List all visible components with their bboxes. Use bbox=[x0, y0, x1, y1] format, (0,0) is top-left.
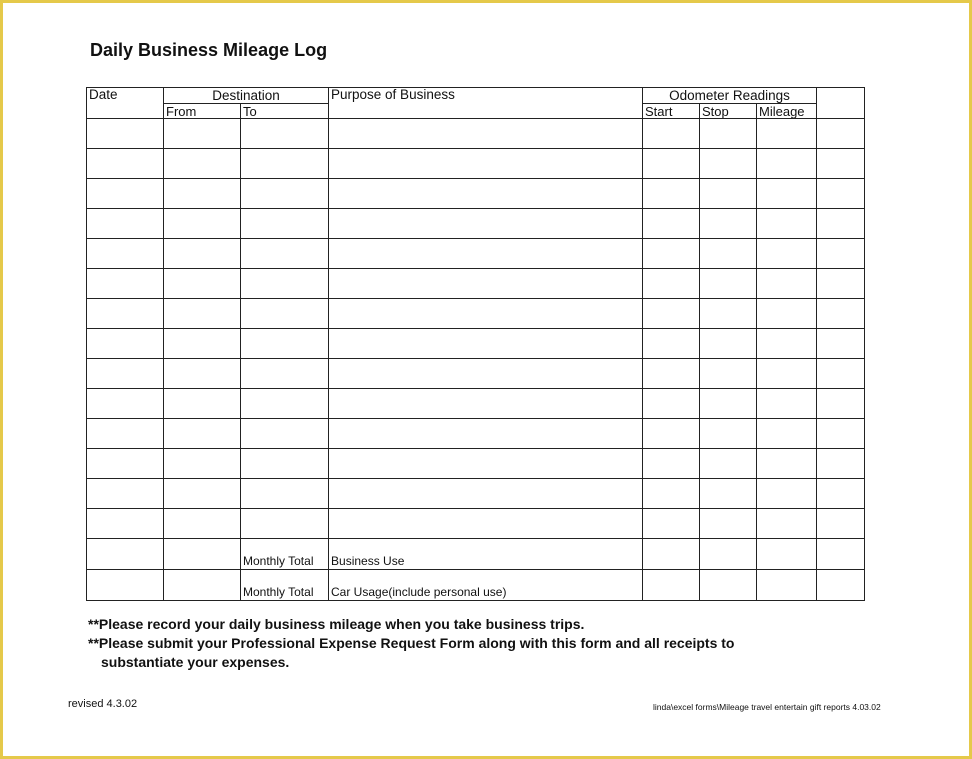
from-cell[interactable] bbox=[164, 209, 241, 239]
date-cell[interactable] bbox=[87, 419, 164, 449]
revised-date: revised 4.3.02 bbox=[68, 698, 138, 710]
from-cell[interactable] bbox=[164, 239, 241, 269]
extra-cell[interactable] bbox=[817, 479, 865, 509]
mileage-cell[interactable] bbox=[757, 479, 817, 509]
extra-cell[interactable] bbox=[817, 359, 865, 389]
from-cell[interactable] bbox=[164, 359, 241, 389]
date-cell[interactable] bbox=[87, 119, 164, 149]
stop-cell[interactable] bbox=[700, 209, 757, 239]
mileage-cell[interactable] bbox=[757, 449, 817, 479]
date-cell[interactable] bbox=[87, 479, 164, 509]
date-cell[interactable] bbox=[87, 509, 164, 539]
extra-cell[interactable] bbox=[817, 419, 865, 449]
purpose-cell[interactable] bbox=[329, 359, 643, 389]
from-cell[interactable] bbox=[164, 269, 241, 299]
date-cell[interactable] bbox=[87, 269, 164, 299]
to-cell[interactable] bbox=[241, 119, 329, 149]
summary-row bbox=[87, 570, 865, 601]
stop-cell[interactable] bbox=[700, 479, 757, 509]
purpose-cell[interactable] bbox=[329, 419, 643, 449]
start-cell[interactable] bbox=[643, 419, 700, 449]
mileage-cell[interactable] bbox=[757, 269, 817, 299]
purpose-cell[interactable] bbox=[329, 479, 643, 509]
header-to: To bbox=[241, 104, 329, 119]
date-cell[interactable] bbox=[87, 179, 164, 209]
purpose-cell[interactable] bbox=[329, 239, 643, 269]
file-path: linda\excel forms\Mileage travel entertain gift reports 4.03.02 bbox=[653, 702, 881, 712]
extra-cell[interactable] bbox=[817, 299, 865, 329]
mileage-cell[interactable] bbox=[757, 239, 817, 269]
note-line-2: **Please submit your Professional Expense Request Form along with this form and all receipts to bbox=[88, 635, 735, 651]
from-cell[interactable] bbox=[164, 479, 241, 509]
stop-cell[interactable] bbox=[700, 539, 757, 570]
date-cell[interactable] bbox=[87, 449, 164, 479]
from-cell[interactable] bbox=[164, 570, 241, 601]
from-cell[interactable] bbox=[164, 119, 241, 149]
date-cell[interactable] bbox=[87, 239, 164, 269]
table-row bbox=[87, 479, 865, 509]
extra-cell[interactable] bbox=[817, 539, 865, 570]
stop-cell[interactable] bbox=[700, 119, 757, 149]
extra-cell[interactable] bbox=[817, 509, 865, 539]
to-cell: Monthly Total bbox=[241, 539, 329, 570]
table-row bbox=[87, 299, 865, 329]
extra-cell[interactable] bbox=[817, 209, 865, 239]
to-cell[interactable] bbox=[241, 179, 329, 209]
extra-cell[interactable] bbox=[817, 570, 865, 601]
mileage-cell[interactable] bbox=[757, 329, 817, 359]
purpose-cell[interactable] bbox=[329, 389, 643, 419]
extra-cell[interactable] bbox=[817, 389, 865, 419]
header-extra-bottom bbox=[817, 104, 865, 119]
from-cell[interactable] bbox=[164, 149, 241, 179]
date-cell[interactable] bbox=[87, 359, 164, 389]
mileage-cell[interactable] bbox=[757, 419, 817, 449]
header-date: Date bbox=[87, 88, 164, 119]
summary-row bbox=[87, 539, 865, 570]
purpose-cell: Business Use bbox=[329, 539, 643, 570]
purpose-cell[interactable] bbox=[329, 509, 643, 539]
notes bbox=[88, 615, 735, 672]
header-extra-top bbox=[817, 88, 865, 104]
extra-cell[interactable] bbox=[817, 119, 865, 149]
stop-cell[interactable] bbox=[700, 419, 757, 449]
table-row bbox=[87, 119, 865, 149]
stop-cell[interactable] bbox=[700, 269, 757, 299]
mileage-cell[interactable] bbox=[757, 299, 817, 329]
mileage-cell[interactable] bbox=[757, 570, 817, 601]
start-cell[interactable] bbox=[643, 329, 700, 359]
extra-cell[interactable] bbox=[817, 149, 865, 179]
start-cell[interactable] bbox=[643, 570, 700, 601]
purpose-cell[interactable] bbox=[329, 269, 643, 299]
to-cell[interactable] bbox=[241, 329, 329, 359]
to-cell[interactable] bbox=[241, 299, 329, 329]
purpose-cell[interactable] bbox=[329, 299, 643, 329]
stop-cell[interactable] bbox=[700, 299, 757, 329]
table-row bbox=[87, 209, 865, 239]
start-cell[interactable] bbox=[643, 209, 700, 239]
header-destination: Destination bbox=[164, 88, 329, 104]
stop-cell[interactable] bbox=[700, 359, 757, 389]
from-cell[interactable] bbox=[164, 449, 241, 479]
start-cell[interactable] bbox=[643, 119, 700, 149]
mileage-log-table bbox=[86, 87, 865, 601]
table-row bbox=[87, 449, 865, 479]
date-cell[interactable] bbox=[87, 209, 164, 239]
from-cell[interactable] bbox=[164, 299, 241, 329]
purpose-cell: Car Usage(include personal use) bbox=[329, 570, 643, 601]
header-row-1 bbox=[87, 88, 865, 104]
to-cell[interactable] bbox=[241, 239, 329, 269]
start-cell[interactable] bbox=[643, 299, 700, 329]
table-row bbox=[87, 389, 865, 419]
to-cell[interactable] bbox=[241, 449, 329, 479]
from-cell[interactable] bbox=[164, 419, 241, 449]
purpose-cell[interactable] bbox=[329, 449, 643, 479]
stop-cell[interactable] bbox=[700, 570, 757, 601]
extra-cell[interactable] bbox=[817, 239, 865, 269]
table-row bbox=[87, 509, 865, 539]
table-row bbox=[87, 329, 865, 359]
to-cell[interactable] bbox=[241, 269, 329, 299]
table-row bbox=[87, 359, 865, 389]
header-from: From bbox=[164, 104, 241, 119]
from-cell[interactable] bbox=[164, 179, 241, 209]
start-cell[interactable] bbox=[643, 269, 700, 299]
header-start: Start bbox=[643, 104, 700, 119]
from-cell[interactable] bbox=[164, 389, 241, 419]
to-cell[interactable] bbox=[241, 389, 329, 419]
to-cell[interactable] bbox=[241, 479, 329, 509]
mileage-cell[interactable] bbox=[757, 359, 817, 389]
table-row bbox=[87, 419, 865, 449]
date-cell[interactable] bbox=[87, 149, 164, 179]
mileage-cell[interactable] bbox=[757, 119, 817, 149]
extra-cell[interactable] bbox=[817, 449, 865, 479]
page-title: Daily Business Mileage Log bbox=[90, 40, 328, 60]
extra-cell[interactable] bbox=[817, 269, 865, 299]
to-cell[interactable] bbox=[241, 209, 329, 239]
date-cell[interactable] bbox=[87, 389, 164, 419]
mileage-cell[interactable] bbox=[757, 149, 817, 179]
header-mileage: Mileage bbox=[757, 104, 817, 119]
to-cell[interactable] bbox=[241, 509, 329, 539]
table-row bbox=[87, 149, 865, 179]
date-cell[interactable] bbox=[87, 570, 164, 601]
extra-cell[interactable] bbox=[817, 329, 865, 359]
table-row bbox=[87, 269, 865, 299]
note-line-1: **Please record your daily business mileage when you take business trips. bbox=[88, 616, 585, 632]
stop-cell[interactable] bbox=[700, 509, 757, 539]
from-cell[interactable] bbox=[164, 539, 241, 570]
stop-cell[interactable] bbox=[700, 179, 757, 209]
note-line-3: substantiate your expenses. bbox=[101, 654, 290, 670]
date-cell[interactable] bbox=[87, 299, 164, 329]
start-cell[interactable] bbox=[643, 449, 700, 479]
stop-cell[interactable] bbox=[700, 449, 757, 479]
to-cell[interactable] bbox=[241, 149, 329, 179]
mileage-cell[interactable] bbox=[757, 209, 817, 239]
header-stop: Stop bbox=[700, 104, 757, 119]
table-row bbox=[87, 239, 865, 269]
date-cell[interactable] bbox=[87, 539, 164, 570]
date-cell[interactable] bbox=[87, 329, 164, 359]
start-cell[interactable] bbox=[643, 479, 700, 509]
stop-cell[interactable] bbox=[700, 149, 757, 179]
start-cell[interactable] bbox=[643, 149, 700, 179]
start-cell[interactable] bbox=[643, 539, 700, 570]
from-cell[interactable] bbox=[164, 329, 241, 359]
purpose-cell[interactable] bbox=[329, 209, 643, 239]
mileage-cell[interactable] bbox=[757, 179, 817, 209]
header-purpose: Purpose of Business bbox=[329, 88, 643, 119]
extra-cell[interactable] bbox=[817, 179, 865, 209]
start-cell[interactable] bbox=[643, 359, 700, 389]
to-cell: Monthly Total bbox=[241, 570, 329, 601]
purpose-cell[interactable] bbox=[329, 119, 643, 149]
start-cell[interactable] bbox=[643, 239, 700, 269]
to-cell[interactable] bbox=[241, 419, 329, 449]
mileage-cell[interactable] bbox=[757, 509, 817, 539]
stop-cell[interactable] bbox=[700, 239, 757, 269]
from-cell[interactable] bbox=[164, 509, 241, 539]
to-cell[interactable] bbox=[241, 359, 329, 389]
header-odometer: Odometer Readings bbox=[643, 88, 817, 104]
start-cell[interactable] bbox=[643, 389, 700, 419]
purpose-cell[interactable] bbox=[329, 179, 643, 209]
purpose-cell[interactable] bbox=[329, 329, 643, 359]
stop-cell[interactable] bbox=[700, 389, 757, 419]
mileage-cell[interactable] bbox=[757, 389, 817, 419]
mileage-cell[interactable] bbox=[757, 539, 817, 570]
start-cell[interactable] bbox=[643, 509, 700, 539]
start-cell[interactable] bbox=[643, 179, 700, 209]
table-row bbox=[87, 179, 865, 209]
purpose-cell[interactable] bbox=[329, 149, 643, 179]
stop-cell[interactable] bbox=[700, 329, 757, 359]
